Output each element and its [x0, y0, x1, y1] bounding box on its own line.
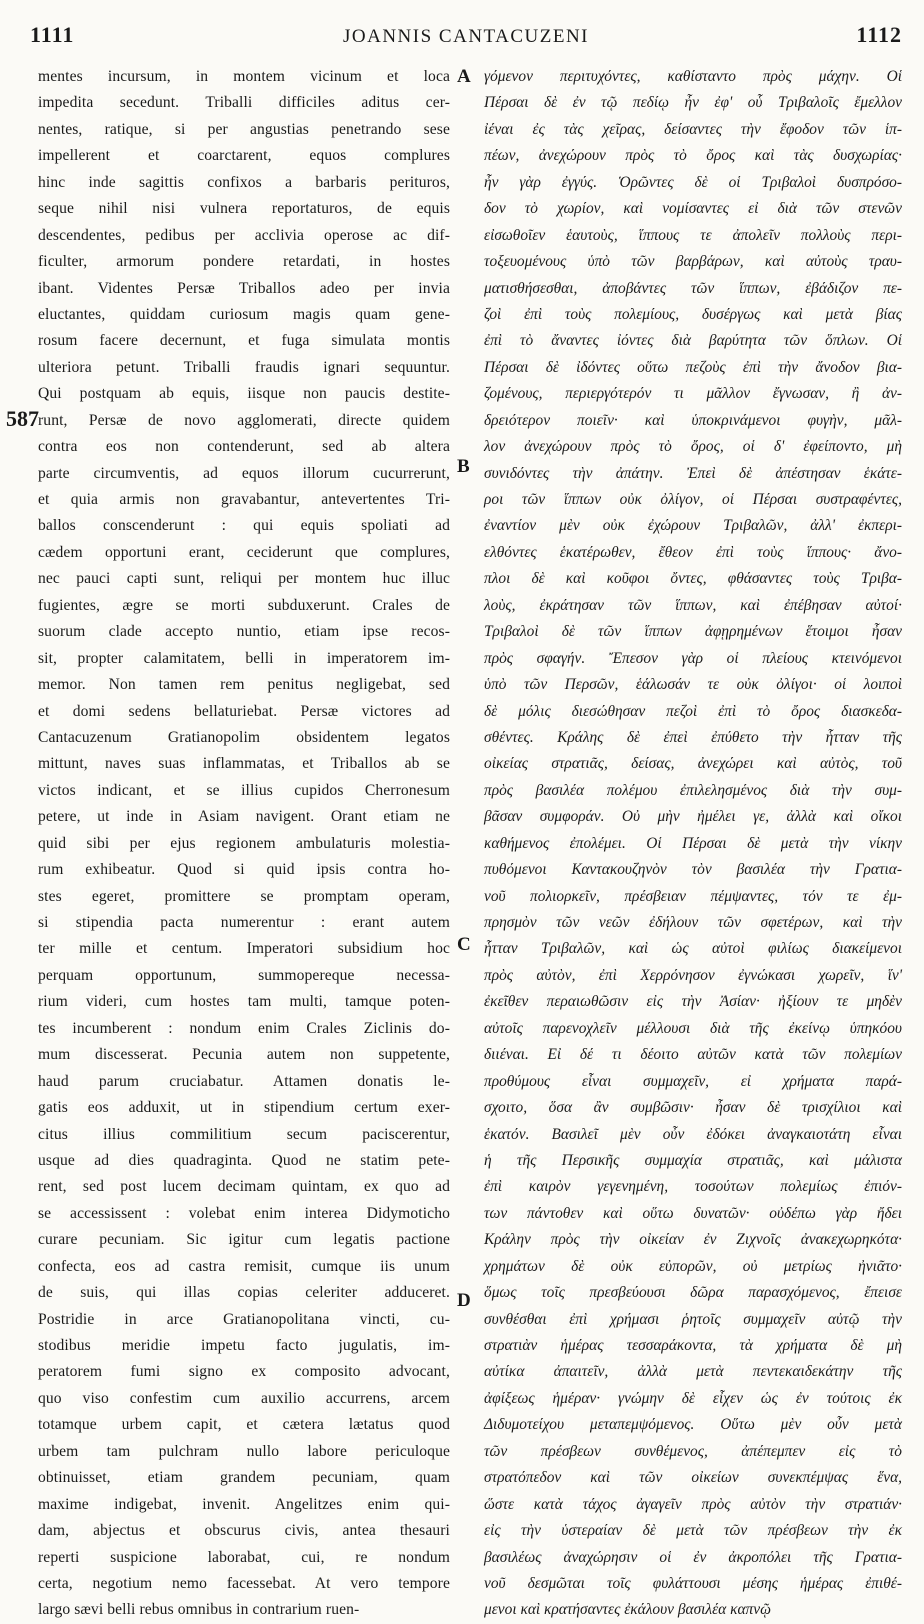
text-line: χρημάτων δὲ οὐκ εὐπορῶν, οὐ μετρίως ἠνιᾶτο·: [484, 1257, 902, 1275]
text-line: ulteriora petunt. Triballi fraudis ignari sequuntur.: [38, 358, 450, 376]
text-line: ζομένους, περιεργότερόν τι μᾶλλον ἔγνωσαν, ἢ ἀν-: [484, 385, 902, 403]
text-line: πέων, ἀνεχώρουν πρὸς τὸ ὄρος καὶ τὰς δυσχωρίας·: [484, 147, 902, 165]
text-line: nec pauci capti sunt, reliqui per montem huc illuc: [38, 570, 450, 588]
text-line: petere, ut inde in Asiam navigent. Orant etiam ne: [38, 808, 450, 826]
text-line: suorum clade accepto nuntio, etiam ipse recos-: [38, 623, 450, 641]
text-line: καθήμενος ἐπολέμει. Οἱ Πέρσαι δὲ μετὰ τὴν νίκην: [484, 834, 902, 852]
text-line: hinc inde sagittis confixos a barbaris perituros,: [38, 173, 450, 191]
text-line: contra eos non contenderunt, sed ab altera: [38, 438, 450, 456]
text-line: αὐτοῖς παρενοχλεῖν μέλλουσι διὰ τῆς ἐκείνῳ ὑπηκόου: [484, 1019, 902, 1037]
text-line: peratorem fumi signo ex composito advocant,: [38, 1363, 450, 1381]
text-line: πρὸς σφαγήν. Ἔπεσον γὰρ οἱ πλείους κτεινόμενοι: [484, 649, 902, 667]
text-line: eluctantes, quiddam curiosum magis quam gene-: [38, 305, 450, 323]
text-line: σθέντες. Κράλης δὲ ἐπεὶ ἐπύθετο τὴν ἧτταν τῆς: [484, 728, 902, 746]
text-line: rium videri, cum hostes tam multi, tamque poten-: [38, 993, 450, 1011]
text-line: et quia armis non gravabantur, antevertentes Tri-: [38, 491, 450, 508]
text-line: quo viso confestim cum auxilio accurrens, arcem: [38, 1389, 450, 1407]
text-line: ἦν γὰρ ἐγγύς. Ὁρῶντες δὲ οἱ Τριβαλοὶ δυσπρόσο-: [484, 173, 902, 191]
text-line: Qui postquam ab equis, iisque non paucis destite-: [38, 385, 450, 403]
text-line: et domi sedens bellaturiebat. Persæ victores ad: [38, 702, 450, 720]
section-mark-a: A: [457, 66, 471, 87]
text-line: se accessissent : volebat enim interea Didymoticho: [38, 1204, 450, 1222]
text-line: fugientes, ægre se morti subduxerunt. Crales de: [38, 596, 450, 614]
text-line: εἰς τὴν ὑστεραίαν δὲ μετὰ τῶν πρέσβεων τὴν ἐκ: [484, 1522, 902, 1540]
text-line: mentes incursum, in montem vicinum et loca: [38, 68, 450, 85]
text-line: πρησμὸν τῶν νεῶν ἐδήλουν τῶν σφετέρων, καὶ τὴν: [484, 914, 902, 931]
text-line: mittunt, naves suas inflammatas, et Triballos ab se: [38, 755, 450, 773]
text-line: δον τὸ χωρίον, καὶ νομίσαντες εἰ διὰ τῶν στενῶν: [484, 200, 902, 218]
text-line: ἑκατόν. Βασιλεῖ μὲν οὖν ἐδόκει ἀναγκαιοτάτη εἶναι: [484, 1125, 902, 1143]
text-line: de suis, qui illas copias celeriter adduceret.: [38, 1284, 450, 1302]
text-line: seque nihil nisi vulnera reportaturos, de equis: [38, 200, 450, 218]
section-mark-b: B: [457, 456, 470, 477]
text-line: τοξευομένους ὑπὸ τῶν βαρβάρων, καὶ αὐτοὺς τραυ-: [484, 253, 902, 271]
text-line: si stipendia pacta numerentur : erant autem: [38, 914, 450, 931]
text-line: stodibus meridie impetu facto jugulatis, im-: [38, 1337, 450, 1354]
text-line: runt, Persæ de novo agglomerati, directe quidem: [38, 411, 450, 429]
text-line: memor. Non tamen rem penitus negligebat, sed: [38, 676, 450, 694]
text-line: νοῦ δεσμῶται τοῖς φυλάττουσι μέσης ἡμέρας ἐπιθέ-: [484, 1574, 902, 1592]
text-line: δρειότερον ποιεῖν· καὶ ὑποκρινάμενοι φυγὴν, μᾶλ-: [484, 411, 902, 429]
text-line: ἀφίξεως ἡμέραν· γνώμην δὲ εἶχεν ὡς ἐν τούτοις ἐκ: [484, 1389, 902, 1407]
text-line: descendentes, pedibus per acclivia operose ac dif-: [38, 226, 450, 244]
text-line: Πέρσαι δὲ ἰδόντες οὕτω πεζοὺς ἐπὶ τὴν ἄνοδον βια-: [484, 358, 902, 376]
text-line: ελθόντες ἑκατέρωθεν, ἔθεον ἐπὶ τοὺς ἵππους· ἄνο-: [484, 543, 902, 561]
text-line: ἐπὶ τὸ ἄναντες ἰόντες διὰ βαρύτητα τῶν ὅπλων. Οἱ: [484, 332, 902, 350]
section-mark-d: D: [457, 1290, 471, 1311]
text-line: πυθόμενοι Καντακουζηνὸν τὸν βασιλέα τὴν Γρατια-: [484, 861, 902, 879]
text-line: haud parum cruciabatur. Attamen donatis le-: [38, 1072, 450, 1090]
text-line: βασιλέως ἀναχώρησιν οἱ ἐν ἀκροπόλει τῆς Γρατια-: [484, 1548, 902, 1566]
text-line: ματισθήσεσθαι, ἀποβάντες τῶν ἵππων, ἐβάδιζον πε-: [484, 279, 902, 297]
text-line: urbem tam pulchram nullo labore periculoque: [38, 1442, 450, 1460]
page-number-right: 1112: [856, 22, 902, 47]
text-line: πλοι δὲ καὶ κοῦφοι ὄντες, φθάσαντες τοὺς Τριβα-: [484, 570, 902, 588]
text-line: nentes, ratique, si per angustias penetrando sese: [38, 120, 450, 138]
text-line: certa, negotium nemo facessebat. At vero tempore: [38, 1574, 450, 1592]
text-line: εἰσωθοῖεν ἑαυτοὺς, ἵππους τε ἀπολεῖν πολλοὺς περι-: [484, 226, 902, 244]
text-line: stes egeret, promittere se promptam operam,: [38, 887, 450, 905]
text-line: ἡ τῆς Περσικῆς συμμαχία στρατιᾶς, καὶ μάλιστα: [484, 1151, 902, 1169]
text-line: νοῦ πολιορκεῖν, πρέσβειαν πέμψαντες, τόν τε ἐμ-: [484, 887, 902, 905]
text-line: curare pecuniam. Sic igitur cum legatis pactione: [38, 1231, 450, 1249]
running-title: JOANNIS CANTACUZENI: [343, 26, 589, 47]
text-line: impedita secedunt. Triballi difficiles aditus cer-: [38, 94, 450, 112]
text-line: στρατόπεδον καὶ τῶν οἰκείων συνεκπέμψας ἕνα,: [484, 1469, 902, 1487]
latin-column: [38, 64, 450, 1619]
text-line: tes incumberent : nondum enim Crales Ziclinis do-: [38, 1019, 450, 1037]
text-line: ροι τῶν ἵππων οὐκ ὀλίγον, οἱ Πέρσαι συστραφέντες,: [484, 491, 902, 508]
text-line: ibant. Videntes Persæ Triballos adeo per invia: [38, 279, 450, 297]
text-line: confecta, eos ad castra remisit, cumque iis unum: [38, 1257, 450, 1275]
text-line: Postridie in arce Gratianopolitana vincti, cu-: [38, 1310, 450, 1328]
section-mark-c: C: [457, 934, 471, 955]
text-line: ballos conscenderunt : qui equis spoliati ad: [38, 517, 450, 535]
text-line: parte circumventis, ad equos illorum cucurrerunt,: [38, 464, 450, 482]
text-line: ὅμως τοῖς πρεσβεύουσι δῶρα παρασχόμενος, ἔπεισε: [484, 1284, 902, 1302]
text-line: λον ἀνεχώρουν πρὸς τὸ ὄρος, οἱ δ' ἐφείποντο, μὴ: [484, 438, 902, 456]
margin-page-number: 587: [6, 406, 39, 431]
text-line: Κράλην πρὸς τὴν οἰκείαν ἐν Ζιχνοῖς ἀνακεχωρηκότα·: [484, 1231, 902, 1249]
text-line: rosum facere decernunt, et fuga simulata montis: [38, 332, 450, 350]
text-line: ἐπὶ καιρὸν γεγενημένη, τοσούτων πολεμίως ἐπιόν-: [484, 1178, 902, 1196]
text-line: rum exhibeatur. Quod si quid ipsis contra ho-: [38, 861, 450, 879]
text-line: impellerent et coarctarent, equos complures: [38, 147, 450, 165]
page-header: [30, 12, 902, 52]
text-line: προθύμους εἶναι συμμαχεῖν, εἰ χρήματα παρά-: [484, 1072, 902, 1090]
text-line: ἐκεῖθεν περαιωθῶσιν εἰς τὴν Ἀσίαν· ἠξίουν τε μηδὲν: [484, 993, 902, 1011]
text-line: πρὸς βασιλέα πολέμου ἐπιλελησμένος διὰ τὴν συμ-: [484, 781, 902, 799]
text-line: totamque urbem capit, et cætera lætatus quod: [38, 1416, 450, 1434]
text-line: Cantacuzenum Gratianopolim obsidentem legatos: [38, 728, 450, 746]
text-line: maxime indigebat, invenit. Angelitzes enim qui-: [38, 1495, 450, 1513]
text-line: usque ad dies quadraginta. Quod ne statim pete-: [38, 1151, 450, 1169]
text-line: στρατιὰν ἡμέρας τεσσαράκοντα, τὰ χρήματα δὲ μὴ: [484, 1337, 902, 1354]
text-line: τῶν πρέσβεων συνθέμενος, ἀπέπεμπεν εἰς τὸ: [484, 1442, 902, 1460]
text-line: mum discesserat. Pecunia autem non suppetente,: [38, 1046, 450, 1064]
text-line: ficulter, armorum pondere retardati, in hostes: [38, 253, 450, 271]
text-line: Τριβαλοὶ δὲ τῶν ἵππων ἀφῃρημένων ἕτοιμοι ἦσαν: [484, 623, 902, 641]
text-line: gatis eos adduxit, ut in stipendium certum exer-: [38, 1099, 450, 1117]
text-line: των πάντοθεν καὶ οὕτω δυνατῶν· οὐδέπω γὰρ ἤδει: [484, 1204, 902, 1222]
text-line: Διδυμοτείχου μεταπεμψόμενος. Οὕτω μὲν οὖν μετὰ: [484, 1416, 902, 1434]
text-line: συνθέσθαι ἐπὶ χρήμασι ῥητοῖς συμμαχεῖν αὐτῷ τὴν: [484, 1310, 902, 1328]
text-line: σχοιτο, ὅσα ἂν συμβῶσιν· ἦσαν δὲ τρισχίλιοι καὶ: [484, 1099, 902, 1117]
text-line: πρὸς αὐτὸν, ἐπὶ Χερρόνησον ἐγνώκασι χωρεῖν, ἵν': [484, 966, 902, 984]
text-line: λοὺς, ἐκράτησαν τῶν ἵππων, καὶ ἐπέβησαν αὐτοί·: [484, 596, 902, 614]
text-line: συνιδόντες τὴν ἀπάτην. Ἐπεὶ δὲ ἀπέστησαν ἑκάτε-: [484, 464, 902, 482]
text-line: διιέναι. Εἰ δέ τι δέοιτο αὐτῶν κατὰ τῶν πολεμίων: [484, 1046, 902, 1064]
page-number-left: 1111: [30, 22, 75, 47]
text-line: ter mille et centum. Imperatori subsidium hoc: [38, 940, 450, 958]
text-line: οἰκείας στρατιᾶς, δείσας, ἀνεχώρει καὶ αὐτὸς, τοῦ: [484, 755, 902, 773]
text-line: αὐτίκα ἀπαιτεῖν, ἀλλὰ μετὰ πεντεκαιδεκάτην τῆς: [484, 1363, 902, 1381]
text-line: γόμενον περιτυχόντες, καθίσταντο πρὸς μάχην. Οἱ: [484, 68, 902, 85]
text-line: ὑπὸ τῶν Περσῶν, ἑάλωσάν τε οὐκ ὀλίγοι· οἱ λοιποὶ: [484, 676, 902, 694]
text-line: cædem opportuni erant, ceciderunt que complures,: [38, 543, 450, 561]
text-line: ζοὶ ἐπὶ τοὺς πολεμίους, δυσέργως καὶ μετὰ βίας: [484, 305, 902, 323]
text-line: sit, propter calamitatem, belli in imperatorem im-: [38, 649, 450, 667]
text-line: rent, sed post lucem decimam quintam, ex quo ad: [38, 1178, 450, 1196]
text-line: ἰέναι ἐς τὰς χεῖρας, δείσαντες τὴν ἔφοδον τῶν ἱπ-: [484, 120, 902, 138]
text-line: ἐναντίον μὲν οὐκ ἐχώρουν Τριβαλῶν, ἀλλ' ἐκπερι-: [484, 517, 902, 535]
text-line: obtinuisset, etiam grandem pecuniam, quam: [38, 1469, 450, 1487]
text-line: victos indicant, et se illius cupidos Cherronesum: [38, 781, 450, 799]
text-line: ἧτταν Τριβαλῶν, καὶ ὡς αὐτοὶ φιλίως διακείμενοι: [484, 940, 902, 958]
text-line: quid sibi per ejus regionem ambulaturis molestia-: [38, 834, 450, 852]
text-line: ὥστε κατὰ τάχος ἀγαγεῖν πρὸς αὐτὸν τὴν στρατιάν·: [484, 1495, 902, 1513]
text-line: largo sævi belli rebus omnibus in contrarium ruen-: [38, 1601, 360, 1619]
text-line: dam, abjectus et obscurus civis, antea thesauri: [38, 1522, 450, 1540]
greek-column: [484, 64, 902, 1619]
text-line: δὲ μόλις διεσώθησαν πεζοὶ ἐπὶ τὸ ὄρος διασκεδα-: [484, 702, 902, 720]
text-line: reperti suspicione laborabat, cui, re nondum: [38, 1548, 450, 1566]
text-line: citus illius commilitium secum paciscerentur,: [38, 1125, 450, 1143]
text-line: βᾶσαν συμφοράν. Οὐ μὴν ἠμέλει γε, ἀλλὰ καὶ οἴκοι: [484, 808, 902, 826]
text-line: perquam opportunum, summopereque necessa-: [38, 966, 450, 984]
text-line: μενοι καὶ κρατήσαντες ἐκάλουν βασιλέα καπνῷ: [484, 1601, 771, 1619]
text-line: Πέρσαι δὲ ἐν τῷ πεδίῳ ἦν ἐφ' οὗ Τριβαλοῖς ἔμελλον: [484, 94, 902, 112]
